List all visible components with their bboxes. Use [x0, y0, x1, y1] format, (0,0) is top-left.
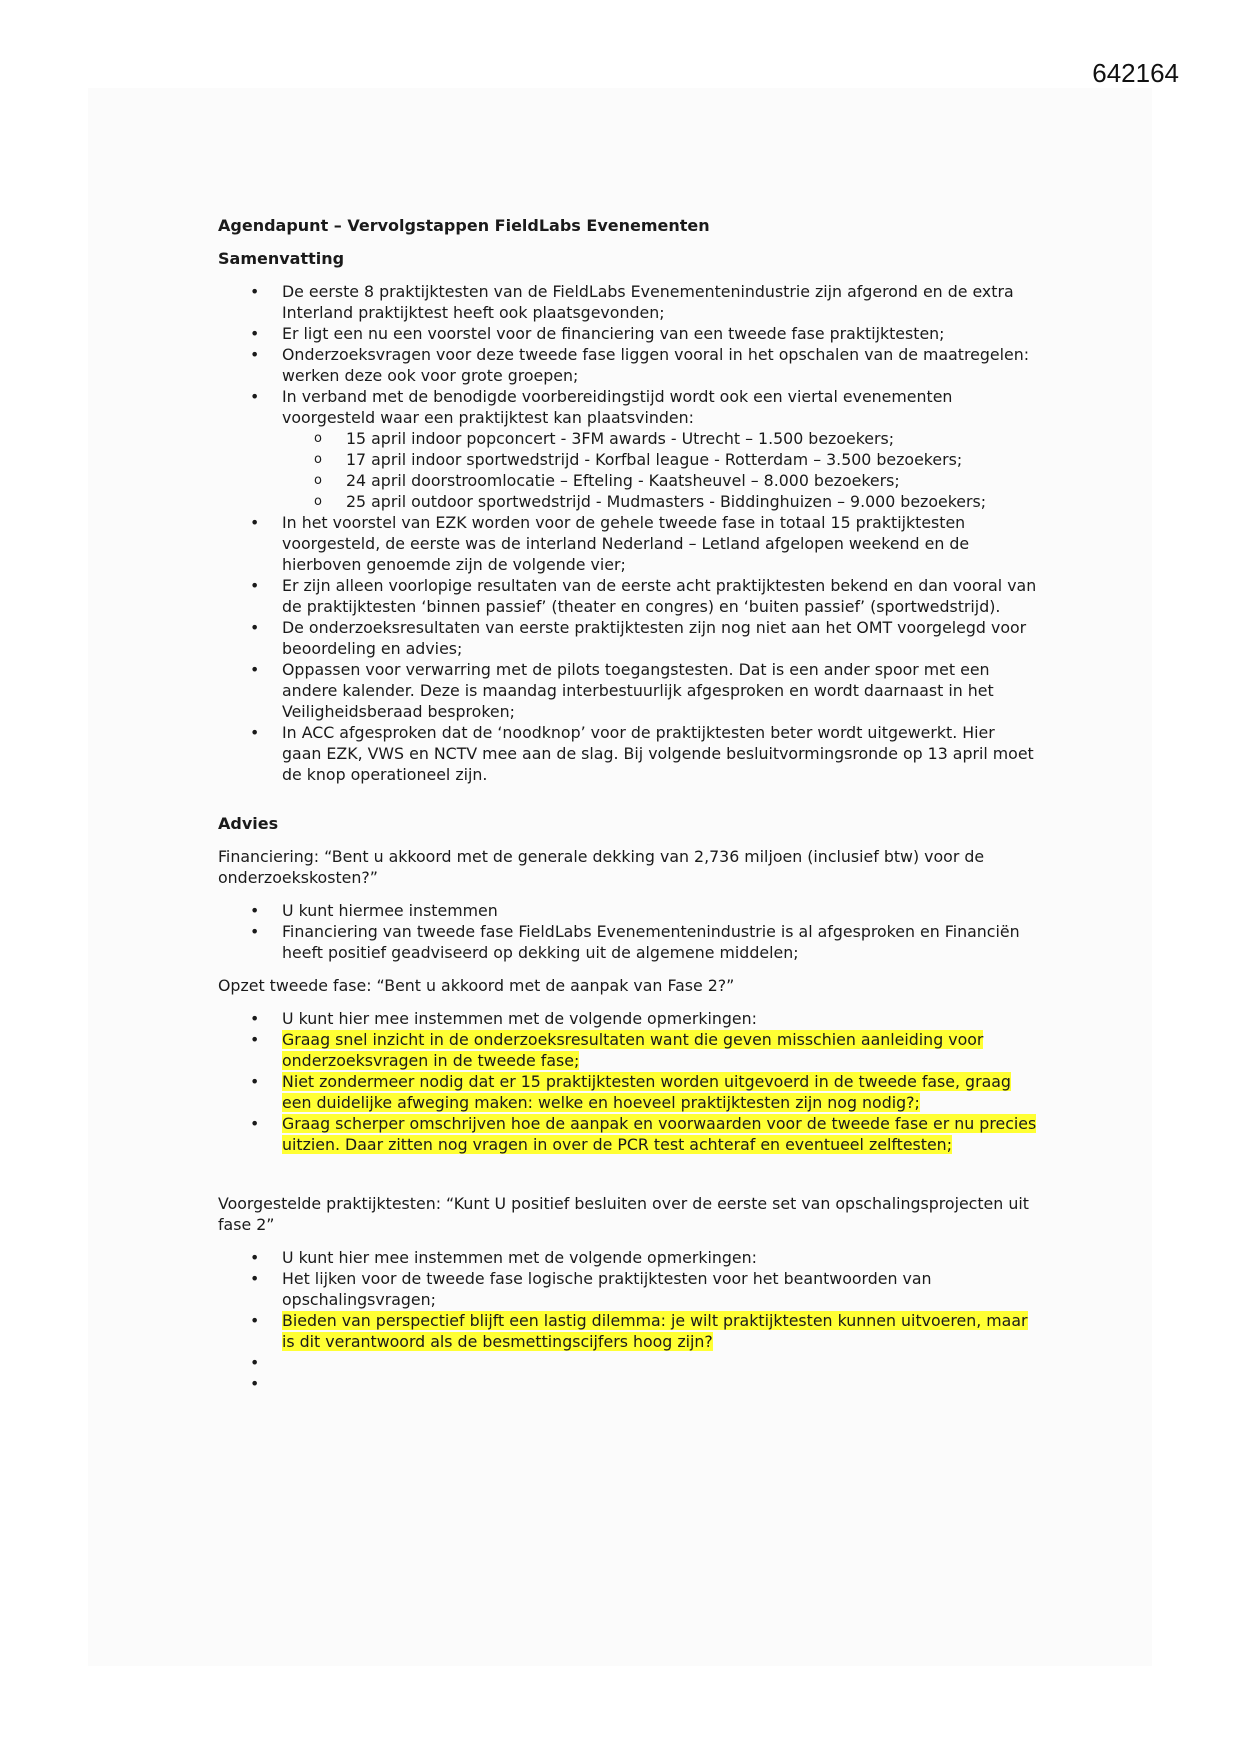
opzet-list [218, 1008, 1038, 1155]
voorgesteld-question: Voorgestelde praktijktesten: “Kunt U positief besluiten over de eerste set van opschalingsprojecten uit fase 2” [218, 1194, 1029, 1234]
events-list [282, 428, 1038, 512]
highlighted-text: Graag scherper omschrijven hoe de aanpak en voorwaarden voor de tweede fase er nu precies uitzien. Daar zitten nog vragen in over de PCR test achteraf en eventueel zelftesten; [282, 1114, 1037, 1154]
section-heading-advies: Advies [218, 814, 279, 833]
list-item: • Er ligt een nu een voorstel voor de financiering van een tweede fase praktijktesten; [282, 323, 1038, 344]
list-item: • In het voorstel van EZK worden voor de gehele tweede fase in totaal 15 praktijktesten voorgesteld, de eerste was de interland Nederland – Letland afgelopen weekend en de hierboven genoemde zijn de volgende vier; [282, 512, 1038, 575]
list-item [282, 1029, 1038, 1071]
list-item: • Oppassen voor verwarring met de pilots toegangstesten. Dat is een ander spoor met een andere kalender. Deze is maandag interbestuurlijk afgesproken en wordt daarnaast in het Veiligheidsberaad besproken; [282, 659, 1038, 722]
list-item: • U kunt hiermee instemmen [282, 900, 1038, 921]
empty-list-item [282, 1373, 1038, 1394]
list-item: • De onderzoeksresultaten van eerste praktijktesten zijn nog niet aan het OMT voorgelegd voor beoordeling en advies; [282, 617, 1038, 659]
financiering-question: Financiering: “Bent u akkoord met de generale dekking van 2,736 miljoen (inclusief btw) voor de onderzoekskosten?” [218, 847, 985, 887]
list-item: • U kunt hier mee instemmen met de volgende opmerkingen: [282, 1008, 1038, 1029]
event-item: o 25 april outdoor sportwedstrijd - Mudmasters - Biddinghuizen – 9.000 bezoekers; [346, 491, 1038, 512]
list-item [282, 1113, 1038, 1155]
list-item: • De eerste 8 praktijktesten van de FieldLabs Evenementenindustrie zijn afgerond en de extra Interland praktijktest heeft ook plaatsgevonden; [282, 281, 1038, 323]
list-item [282, 1071, 1038, 1113]
highlighted-text: Bieden van perspectief blijft een lastig dilemma: je wilt praktijktesten kunnen uitvoeren, maar is dit verantwoord als de besmettingscijfers hoog zijn? [282, 1311, 1028, 1351]
opzet-question: Opzet tweede fase: “Bent u akkoord met de aanpak van Fase 2?” [218, 976, 735, 995]
highlighted-text: Niet zondermeer nodig dat er 15 praktijktesten worden uitgevoerd in de tweede fase, graag een duidelijke afweging maken: welke en hoeveel praktijktesten zijn nog nodig?; [282, 1072, 1011, 1112]
list-item: • In ACC afgesproken dat de ‘noodknop’ voor de praktijktesten beter wordt uitgewerkt. Hier gaan EZK, VWS en NCTV mee aan de slag. Bij volgende besluitvormingsronde op 13 april moet de knop operationeel zijn. [282, 722, 1038, 785]
list-item-text: In verband met de benodigde voorbereidingstijd wordt ook een viertal evenementen voorgesteld waar een praktijktest kan plaatsvinden: [282, 387, 953, 427]
spacer [218, 1167, 1038, 1193]
event-item: o 24 april doorstroomlocatie – Efteling - Kaatsheuvel – 8.000 bezoekers; [346, 470, 1038, 491]
document-title: Agendapunt – Vervolgstappen FieldLabs Evenementen [218, 216, 710, 235]
list-item: • Financiering van tweede fase FieldLabs Evenementenindustrie is al afgesproken en Financiën heeft positief geadviseerd op dekking uit de algemene middelen; [282, 921, 1038, 963]
event-item: o 15 april indoor popconcert - 3FM awards - Utrecht – 1.500 bezoekers; [346, 428, 1038, 449]
empty-list-item [282, 1352, 1038, 1373]
document-number: 642164 [1092, 58, 1179, 88]
list-item: • Onderzoeksvragen voor deze tweede fase liggen vooral in het opschalen van de maatregelen: werken deze ook voor grote groepen; [282, 344, 1038, 386]
list-item [282, 1310, 1038, 1352]
highlighted-text: Graag snel inzicht in de onderzoeksresultaten want die geven misschien aanleiding voor onderzoeksvragen in de tweede fase; [282, 1030, 984, 1070]
section-heading-samenvatting: Samenvatting [218, 249, 345, 268]
event-item: o 17 april indoor sportwedstrijd - Korfbal league - Rotterdam – 3.500 bezoekers; [346, 449, 1038, 470]
list-item: • U kunt hier mee instemmen met de volgende opmerkingen: [282, 1247, 1038, 1268]
list-item [282, 386, 1038, 512]
document-body [218, 215, 1038, 1406]
voorgesteld-list [218, 1247, 1038, 1394]
list-item: • Het lijken voor de tweede fase logische praktijktesten voor het beantwoorden van opschalingsvragen; [282, 1268, 1038, 1310]
list-item: • Er zijn alleen voorlopige resultaten van de eerste acht praktijktesten bekend en dan vooral van de praktijktesten ‘binnen passief’ (theater en congres) en ‘buiten passief’ (sportwedstrijd). [282, 575, 1038, 617]
financiering-list [218, 900, 1038, 963]
samenvatting-list [218, 281, 1038, 785]
